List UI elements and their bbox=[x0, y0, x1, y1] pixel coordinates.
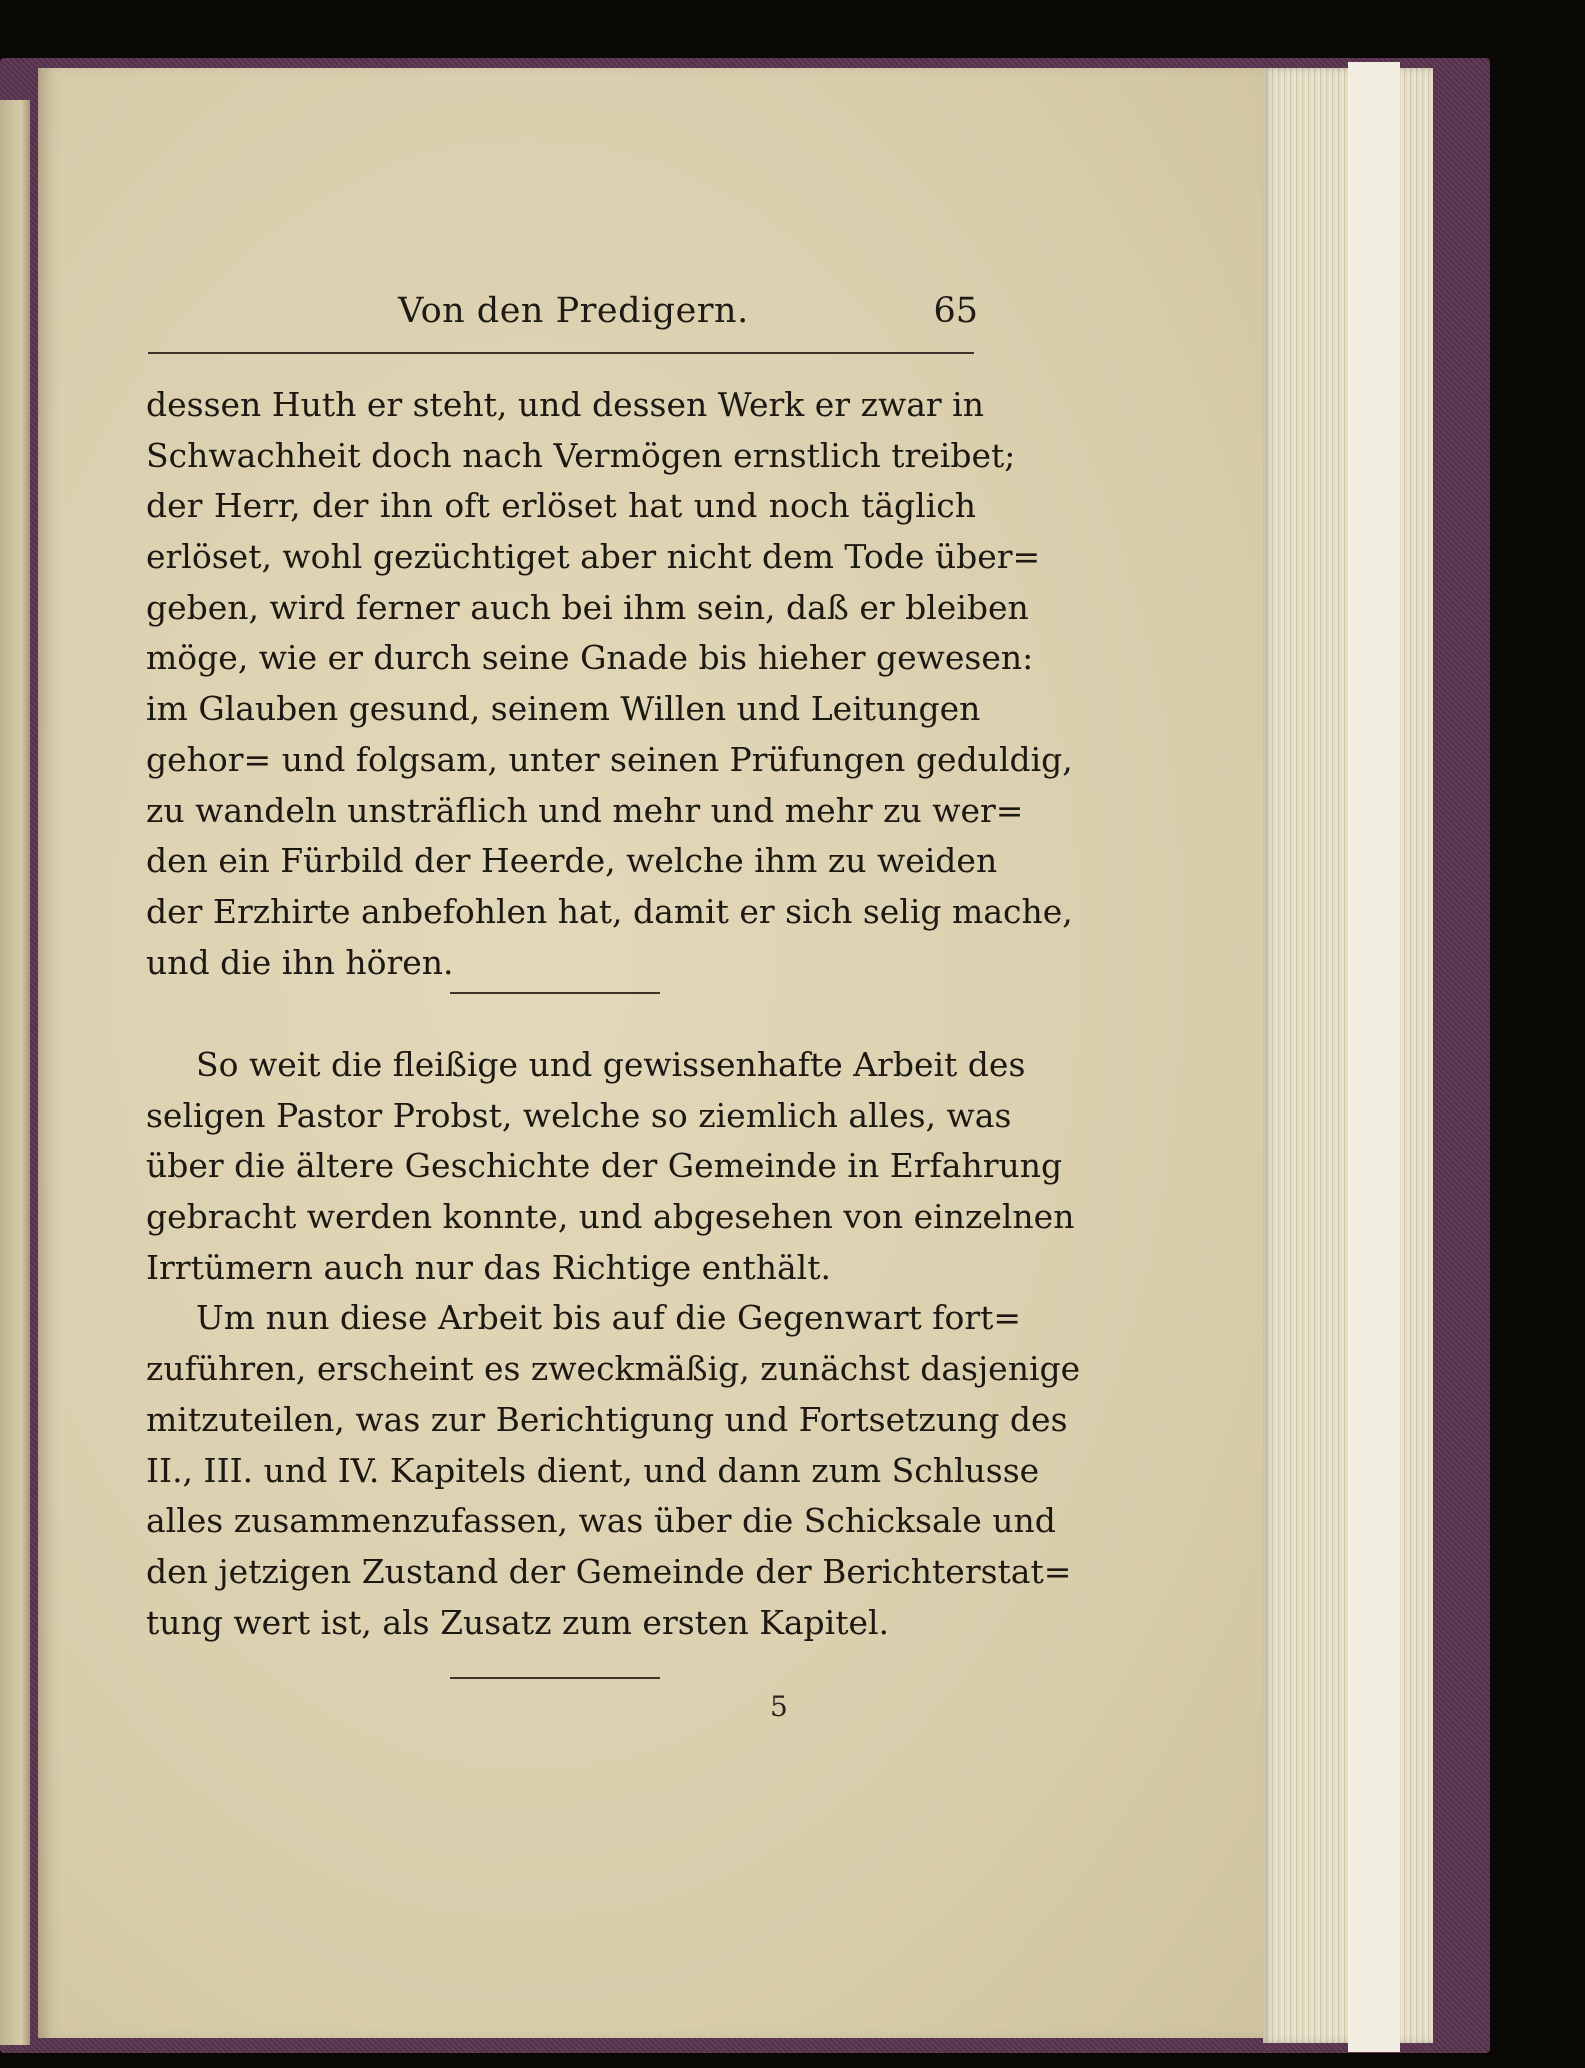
text-line: über die ältere Geschichte der Gemeinde in Erfahrung bbox=[146, 1146, 1063, 1186]
page-stack-highlight bbox=[1348, 62, 1400, 2052]
text-line: Schwachheit doch nach Vermögen ernstlich treibet; bbox=[146, 435, 1016, 475]
text-line: Um nun diese Arbeit bis auf die Gegenwart fort= bbox=[196, 1298, 1022, 1338]
text-line: im Glauben gesund, seinem Willen und Leitungen bbox=[146, 689, 981, 729]
page-number: 65 bbox=[933, 291, 978, 331]
header-rule bbox=[148, 352, 974, 354]
text-line: Irrtümern auch nur das Richtige enthält. bbox=[146, 1247, 831, 1287]
text-line: tung wert ist, als Zusatz zum ersten Kapitel. bbox=[146, 1602, 890, 1642]
text-line: geben, wird ferner auch bei ihm sein, daß er bleiben bbox=[146, 587, 1029, 627]
text-line: gebracht werden konnte, und abgesehen von einzelnen bbox=[146, 1197, 1075, 1237]
running-title: Von den Predigern. bbox=[398, 291, 749, 331]
running-head bbox=[148, 285, 978, 345]
text-line: II., III. und IV. Kapitels dient, und dann zum Schlusse bbox=[146, 1450, 1040, 1490]
text-line: mitzuteilen, was zur Berichtigung und Fortsetzung des bbox=[146, 1399, 1068, 1439]
text-line: erlöset, wohl gezüchtiget aber nicht dem Tode über= bbox=[146, 537, 1041, 577]
paragraph-1 bbox=[146, 380, 1073, 988]
text-line: zu wandeln unsträflich und mehr und mehr zu wer= bbox=[146, 790, 1024, 830]
text-line: möge, wie er durch seine Gnade bis hieher gewesen: bbox=[146, 638, 1034, 678]
text-line: zuführen, erscheint es zweckmäßig, zunächst dasjenige bbox=[146, 1349, 1081, 1389]
text-line: gehor= und folgsam, unter seinen Prüfungen geduldig, bbox=[146, 739, 1073, 779]
text-line: So weit die fleißige und gewissenhafte Arbeit des bbox=[196, 1045, 1026, 1084]
text-line: den jetzigen Zustand der Gemeinde der Berichterstat= bbox=[146, 1551, 1072, 1591]
footer-separator bbox=[450, 1677, 660, 1679]
text-line: und die ihn hören. bbox=[146, 942, 454, 982]
text-line: seligen Pastor Probst, welche so ziemlich alles, was bbox=[146, 1095, 1012, 1135]
text-line: dessen Huth er steht, und dessen Werk er zwar in bbox=[146, 385, 984, 424]
section-separator bbox=[450, 992, 660, 994]
text-line: alles zusammenzufassen, was über die Schicksale und bbox=[146, 1501, 1056, 1541]
left-page-edge bbox=[0, 100, 30, 2045]
signature-mark: 5 bbox=[770, 1690, 788, 1723]
text-line: den ein Fürbild der Heerde, welche ihm zu weiden bbox=[146, 841, 998, 881]
text-line: der Erzhirte anbefohlen hat, damit er sich selig mache, bbox=[146, 891, 1073, 931]
text-line: der Herr, der ihn oft erlöset hat und noch täglich bbox=[146, 486, 976, 526]
paragraph-2-3 bbox=[146, 1040, 1081, 1648]
